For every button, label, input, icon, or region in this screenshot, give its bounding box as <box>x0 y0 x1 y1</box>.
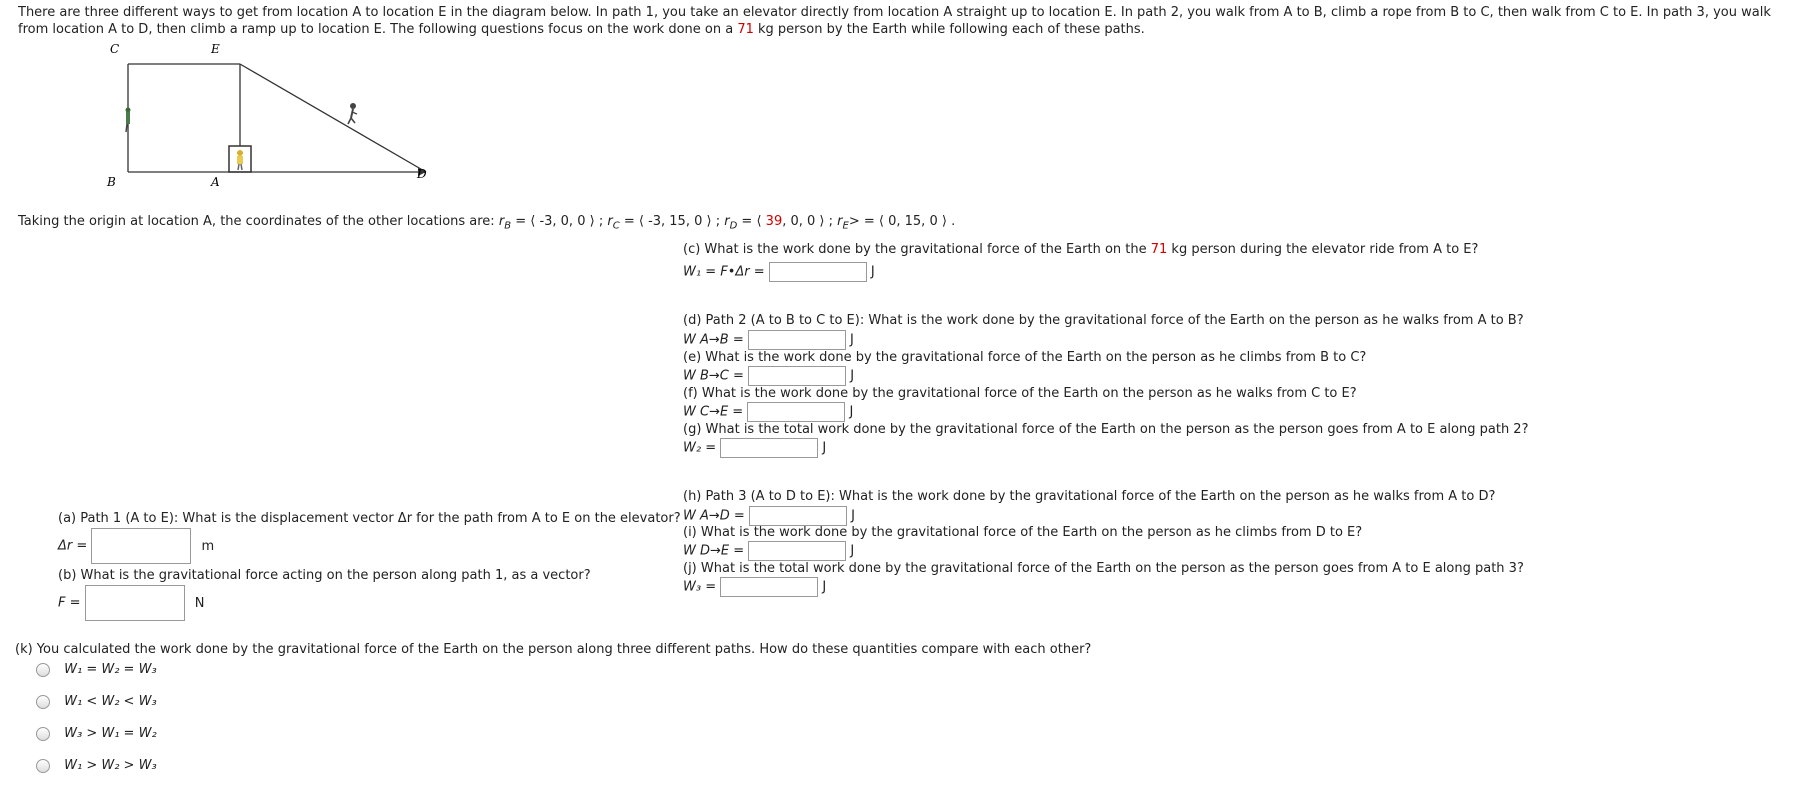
radio-button[interactable] <box>36 663 50 677</box>
option-k-3[interactable]: W₃ > W₁ = W₂ <box>36 726 157 741</box>
radio-button[interactable] <box>36 727 50 741</box>
answer-row-h: W A→D = J <box>683 506 855 526</box>
question-c: (c) What is the work done by the gravitational force of the Earth on the 71 kg person during the elevator ride from A to E? <box>683 242 1479 257</box>
mass-value: 71 <box>737 22 754 37</box>
answer-input-i[interactable] <box>748 541 846 561</box>
answer-input-e[interactable] <box>748 366 846 386</box>
question-e: (e) What is the work done by the gravitational force of the Earth on the person as he climbs from B to C? <box>683 350 1367 365</box>
coordinates-line: Taking the origin at location A, the coordinates of the other locations are: $r_B$ = ⟨ -3, 0, 0 ⟩ ; $r_C$ = ⟨ -3, 15, 0 ⟩ ; $r_D$ = ⟨ 39, 0, 0 ⟩ ; $r_E>$ = ⟨ 0, 15, 0 ⟩ . <box>18 214 956 232</box>
option-k-4[interactable]: W₁ > W₂ > W₃ <box>36 758 157 773</box>
answer-input-c[interactable] <box>769 262 867 282</box>
answer-row-b: F = N <box>58 585 205 621</box>
answer-input-h[interactable] <box>749 506 847 526</box>
label-D: D <box>417 167 427 181</box>
answer-row-f: W C→E = J <box>683 402 853 422</box>
question-g: (g) What is the total work done by the gravitational force of the Earth on the person as the person goes from A to E along path 2? <box>683 422 1529 437</box>
answer-input-a[interactable] <box>91 528 191 564</box>
label-C: C <box>110 42 120 56</box>
answer-row-e: W B→C = J <box>683 366 854 386</box>
question-a: (a) Path 1 (A to E): What is the displacement vector Δr for the path from A to E on the elevator? <box>58 511 681 526</box>
option-k-1[interactable]: W₁ = W₂ = W₃ <box>36 662 157 677</box>
question-i: (i) What is the work done by the gravitational force of the Earth on the person as he climbs from D to E? <box>683 525 1363 540</box>
coord-rC: -3, 15, 0 <box>648 214 703 229</box>
answer-row-d: W A→B = J <box>683 330 854 350</box>
question-f: (f) What is the work done by the gravitational force of the Earth on the person as he walks from C to E? <box>683 386 1357 401</box>
question-h: (h) Path 3 (A to D to E): What is the work done by the gravitational force of the Earth on the person as he walks from A to D? <box>683 489 1496 504</box>
label-B: B <box>107 175 116 189</box>
question-d: (d) Path 2 (A to B to C to E): What is the work done by the gravitational force of the Earth on the person as he walks from A to B? <box>683 313 1524 328</box>
answer-input-j[interactable] <box>720 577 818 597</box>
path-diagram <box>107 42 430 200</box>
answer-row-g: W₂ = J <box>683 438 826 458</box>
answer-input-d[interactable] <box>748 330 846 350</box>
label-A: A <box>211 175 220 189</box>
radio-button[interactable] <box>36 759 50 773</box>
answer-input-g[interactable] <box>720 438 818 458</box>
question-k: (k) You calculated the work done by the gravitational force of the Earth on the person along three different paths. How do these quantities compare with each other? <box>15 642 1092 657</box>
option-k-2[interactable]: W₁ < W₂ < W₃ <box>36 694 157 709</box>
answer-row-i: W D→E = J <box>683 541 854 561</box>
intro-paragraph: There are three different ways to get from location A to location E in the diagram below. In path 1, you take an elevator directly from location A straight up to location E. In path 2, you walk from A to B, climb a rope from B to C, then walk from C to E. In path 3, you walk from location A to D, then climb a ramp up to location E. The following questions focus on the work done on a 71 kg person by the Earth while following each of these paths. <box>18 5 1771 37</box>
answer-input-b[interactable] <box>85 585 185 621</box>
answer-row-a: Δr = m <box>58 528 214 564</box>
answer-input-f[interactable] <box>747 402 845 422</box>
label-E: E <box>211 42 220 56</box>
coord-rD-x: 39 <box>765 214 783 229</box>
coord-rB: -3, 0, 0 <box>539 214 586 229</box>
radio-button[interactable] <box>36 695 50 709</box>
coord-rE: 0, 15, 0 <box>888 214 938 229</box>
question-j: (j) What is the total work done by the gravitational force of the Earth on the person as the person goes from A to E along path 3? <box>683 561 1524 576</box>
answer-row-c: W₁ = F•Δr = J <box>683 262 875 282</box>
question-b: (b) What is the gravitational force acting on the person along path 1, as a vector? <box>58 568 591 583</box>
answer-row-j: W₃ = J <box>683 577 826 597</box>
